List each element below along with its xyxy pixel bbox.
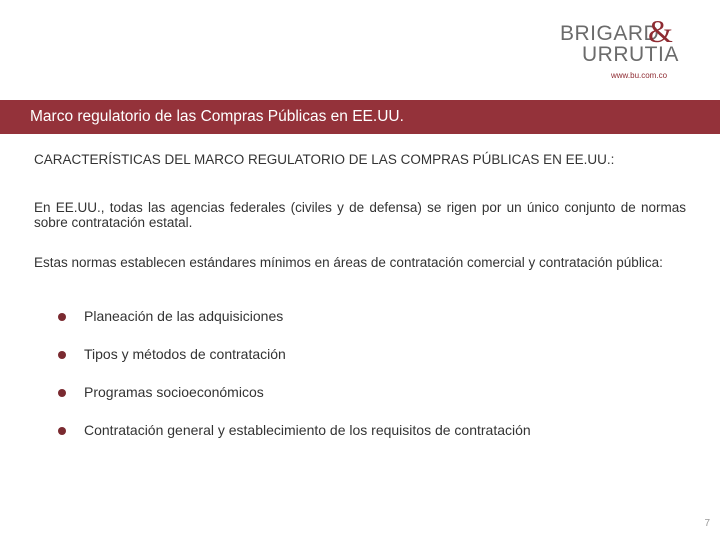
bullet-dot-icon [58, 427, 66, 435]
bullet-list [56, 308, 531, 460]
paragraph-1: En EE.UU., todas las agencias federales (civiles y de defensa) se rigen por un único conjunto de normas sobre contratación estatal. [34, 200, 686, 230]
bullet-dot-icon [58, 389, 66, 397]
logo-line2: URRUTIA [582, 43, 679, 66]
website-url: www.bu.com.co [611, 71, 668, 80]
logo-line1: BRIGARD [560, 22, 660, 45]
slide-title: Marco regulatorio de las Compras Públicas en EE.UU. [30, 108, 404, 125]
bullet-dot-icon [58, 313, 66, 321]
page-number: 7 [704, 518, 710, 529]
logo-ampersand: & [648, 13, 673, 49]
bullet-dot-icon [58, 351, 66, 359]
bullet-text: Contratación general y establecimiento de los requisitos de contratación [84, 422, 531, 438]
bullet-item [56, 422, 531, 460]
bullet-item [56, 384, 531, 422]
bullet-text: Programas socioeconómicos [84, 384, 264, 400]
bullet-text: Tipos y métodos de contratación [84, 346, 286, 362]
section-heading: CARACTERÍSTICAS DEL MARCO REGULATORIO DE LAS COMPRAS PÚBLICAS EN EE.UU.: [34, 152, 615, 167]
bullet-item [56, 346, 531, 384]
slide-title-bar [0, 100, 720, 134]
brigard-urrutia-logo [560, 13, 700, 66]
paragraph-2: Estas normas establecen estándares mínimos en áreas de contratación comercial y contratación pública: [34, 255, 663, 270]
bullet-text: Planeación de las adquisiciones [84, 308, 284, 324]
bullet-item [56, 308, 531, 346]
